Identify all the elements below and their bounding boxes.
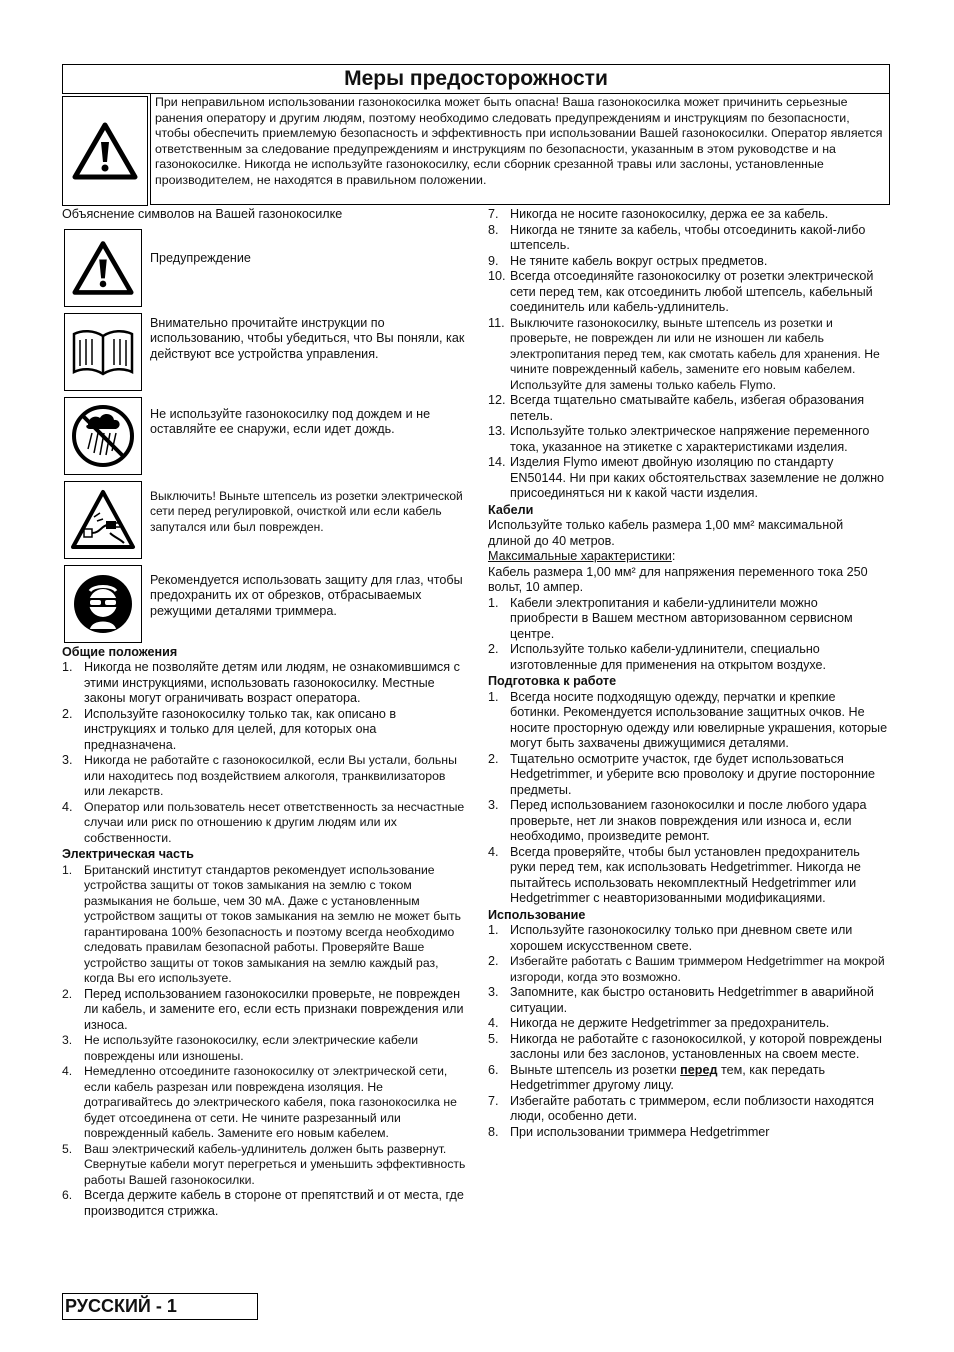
cables-list [488, 596, 888, 674]
cables-max-label: Максимальные характеристики [488, 549, 672, 563]
cables-line1: Используйте только кабель размера 1,00 мм² максимальной длиной до 40 метров. [488, 518, 844, 548]
list-item: 10. Всегда отсоединяйте газонокосилку от розетки электрической сети перед тем, как отсоединить любой штепсель, кабельный соединитель или кабель-удлинитель. [488, 269, 874, 314]
list-item: 3. Никогда не работайте с газонокосилкой, если Вы устали, больны или находитесь под воздействием алкоголя, транквилизаторов или лекарств. [62, 753, 457, 798]
read-manual-icon [70, 324, 136, 380]
symbol-row-unplug [62, 481, 466, 559]
list-item: 11. Выключите газонокосилку, выньте штепсель из розетки и проверьте, не поврежден ли или не изношен ли кабель электропитания перед тем, как смотать кабель для хранения. Не чините поврежденный кабель, замените его новым кабелем. Используйте для замены только кабель Flymo. [488, 315, 880, 392]
symbol-row-no-rain [62, 397, 466, 475]
page-footer-language: РУССКИЙ - 1 [62, 1293, 258, 1320]
list-item: 3. Не используйте газонокосилку, если электрические кабели повреждены или изношены. [62, 1033, 419, 1063]
prep-heading: Подготовка к работе [488, 674, 617, 688]
symbol-box [64, 397, 142, 475]
list-item: 4. Немедленно отсоедините газонокосилку от электрической сети, если кабель разрезан или повреждена изоляция. Не дотрагивайтесь до электрического кабеля, пока газонокосилка не будет отсоединена от сети. Не чините разрезанный или поврежденный кабель. Замените его новым кабелем. [62, 1064, 457, 1140]
warning-triangle-icon [72, 122, 138, 180]
list-item: 3. Перед использованием газонокосилки и после любого удара проверьте, нет ли знаков повреждения или износа и, если необходимо, произведите ремонт. [488, 798, 867, 843]
intro-warning-icon-box [62, 96, 148, 206]
general-list [62, 660, 466, 846]
symbol-box [64, 565, 142, 643]
list-item: 8. Никогда не тяните за кабель, чтобы отсоединить какой-либо штепсель. [488, 222, 866, 252]
list-item: 6. Выньте штепсель из розетки перед тем, как передать Hedgetrimmer другому лицу. [488, 1062, 826, 1092]
symbol-text: Рекомендуется использовать защиту для глаз, чтобы предохранить их от обрезков, отбрасываемых режущими деталями триммера. [150, 572, 463, 618]
prep-list [488, 690, 888, 907]
unplug-warning-icon [70, 489, 136, 551]
electrical-list-left [62, 863, 466, 1220]
list-item: 2. Используйте газонокосилку только так, как описано в инструкциях и только для целей, для которых она предназначена. [62, 706, 397, 752]
general-heading: Общие положения [62, 644, 178, 659]
symbols-heading: Объяснение символов на Вашей газонокосилке [62, 207, 343, 221]
list-item: 12. Всегда тщательно сматывайте кабель, избегая образования петель. [488, 393, 865, 423]
list-item: 1. Никогда не позволяйте детям или людям, не ознакомившимся с этими инструкциями, использовать газонокосилку. Местные законы могут ограничивать возраст оператора. [62, 660, 460, 705]
electrical-heading: Электрическая часть [62, 847, 194, 861]
emphasis-before: перед [680, 1062, 718, 1077]
title-box [62, 64, 890, 94]
symbol-row-warning [62, 229, 466, 307]
list-item: 14. Изделия Flymo имеют двойную изоляцию по стандарту EN50144. Ни при каких обстоятельствах заземление не должно присоединяться ни к какой части изделия. [488, 455, 885, 500]
eye-protection-icon [70, 571, 136, 637]
symbol-box [64, 229, 142, 307]
electrical-list-right [488, 207, 888, 502]
list-item: 4. Никогда не держите Hedgetrimmer за предохранитель. [488, 1016, 830, 1030]
symbol-text: Предупреждение [150, 250, 251, 265]
cables-heading: Кабели [488, 502, 534, 517]
right-column [488, 207, 888, 1140]
no-rain-icon [70, 403, 136, 469]
symbol-text: Выключить! Выньте штепсель из розетки электрической сети перед регулировкой, очисткой или если кабель запутался или был поврежден. [150, 488, 463, 534]
list-item: 4. Всегда проверяйте, чтобы был установлен предохранитель руки перед тем, как использовать Hedgetrimmer. Никогда не пытайтесь использовать некомплектный Hedgetrimmer или Hedgetrimmer с неавторизованными модификациями. [488, 844, 861, 905]
list-item: 7. Избегайте работать с триммером, если поблизости находятся люди, особенно дети. [488, 1093, 874, 1123]
list-item: 2. Перед использованием газонокосилки проверьте, не поврежден ли кабель, и замените его, если есть признаки повреждения или износа. [62, 986, 464, 1032]
symbol-box [64, 313, 142, 391]
list-item: 9. Не тяните кабель вокруг острых предметов. [488, 253, 768, 268]
warning-triangle-icon [72, 240, 134, 296]
cables-line2: Кабель размера 1,00 мм² для напряжения переменного тока 250 вольт, 10 ампер. [488, 564, 868, 594]
list-item: 13. Используйте только электрическое напряжение переменного тока, указанное на этикетке с характеристиками изделия. [488, 424, 870, 454]
list-item: 8. При использовании триммера Hedgetrimmer [488, 1124, 770, 1139]
list-item: 7. Никогда не носите газонокосилку, держа ее за кабель. [488, 207, 829, 221]
list-item: 4. Оператор или пользователь несет ответственность за несчастные случаи или риск по отношению к другим людям или их собственности. [62, 799, 465, 845]
list-item: 2. Избегайте работать с Вашим триммером Hedgetrimmer на мокрой изгороди, когда это возможно. [488, 954, 885, 984]
list-item: 5. Ваш электрический кабель-удлинитель должен быть развернут. Свернутые кабели могут перегреться и уменьшить эффективность работы Вашей газонокосилки. [62, 1141, 466, 1187]
list-item: 2. Тщательно осмотрите участок, где будет использоваться Hedgetrimmer, и уберите всю проволоку и другие посторонние предметы. [488, 751, 876, 797]
intro-text: При неправильном использовании газонокосилка может быть опасна! Ваша газонокосилка может причинить серьезные ранения оператору и другим людям, поэтому необходимо следовать предупреждениям и инструкциям по безопасности, чтобы обеспечить приемлемую безопасность и эффективность при использовании Вашей газонокосилки. Оператор является ответственным за следование предупреждениям и инструкциям по безопасности, указанным в этом руководстве и на газонокосилке. Никогда не используйте газонокосилку, если сборник срезанной травы или заслоны, установленные производителем, не находятся в правильном положении. [150, 93, 890, 205]
cables-max-row: Максимальные характеристики: [488, 549, 676, 563]
list-item: 6. Всегда держите кабель в стороне от препятствий и от места, где производится стрижка. [62, 1188, 464, 1218]
list-item: 1. Кабели электропитания и кабели-удлинители можно приобрести в Вашем местном авторизованном сервисном центре. [488, 595, 853, 641]
page-title: Меры предосторожности [344, 67, 608, 90]
symbol-row-manual [62, 313, 466, 391]
usage-list [488, 923, 888, 1140]
symbol-row-eye-protection [62, 565, 466, 643]
list-item: 3. Запомните, как быстро остановить Hedgetrimmer в аварийной ситуации. [488, 985, 874, 1015]
symbol-text: Внимательно прочитайте инструкции по использованию, чтобы убедиться, что Вы поняли, как действуют все устройства управления. [150, 315, 465, 361]
symbol-text: Не используйте газонокосилку под дождем и не оставляйте ее снаружи, если идет дождь. [150, 406, 431, 436]
list-item: 1. Всегда носите подходящую одежду, перчатки и крепкие ботинки. Рекомендуется использование защитных очков. Не носите просторную одежду или ювелирные украшения, которые могут быть захвачены движущимися деталями. [488, 689, 888, 750]
list-item: 2. Используйте только кабели-удлинители, специально изготовленные для применения на открытом воздухе. [488, 642, 827, 672]
list-item: 1. Используйте газонокосилку только при дневном свете или хорошем искусственном свете. [488, 923, 853, 953]
list-item: 1. Британский институт стандартов рекомендует использование устройства защиты от токов замыкания на землю с током размыкания не больше, чем 30 мА. Даже с установленным устройством защиты от токов замыкания на землю не может быть гарантирована 100% безопасность и поэтому всегда необходимо следовать правилам безопасной работы. Проверяйте Ваше устройство защиты от токов замыкания на землю каждый раз, когда Вы его используете. [62, 862, 461, 985]
usage-heading: Использование [488, 907, 586, 922]
list-item: 5. Никогда не работайте с газонокосилкой, у которой повреждены заслоны или без заслонов, установленных на своем месте. [488, 1031, 882, 1061]
symbol-box [64, 481, 142, 559]
left-column [62, 207, 466, 1219]
